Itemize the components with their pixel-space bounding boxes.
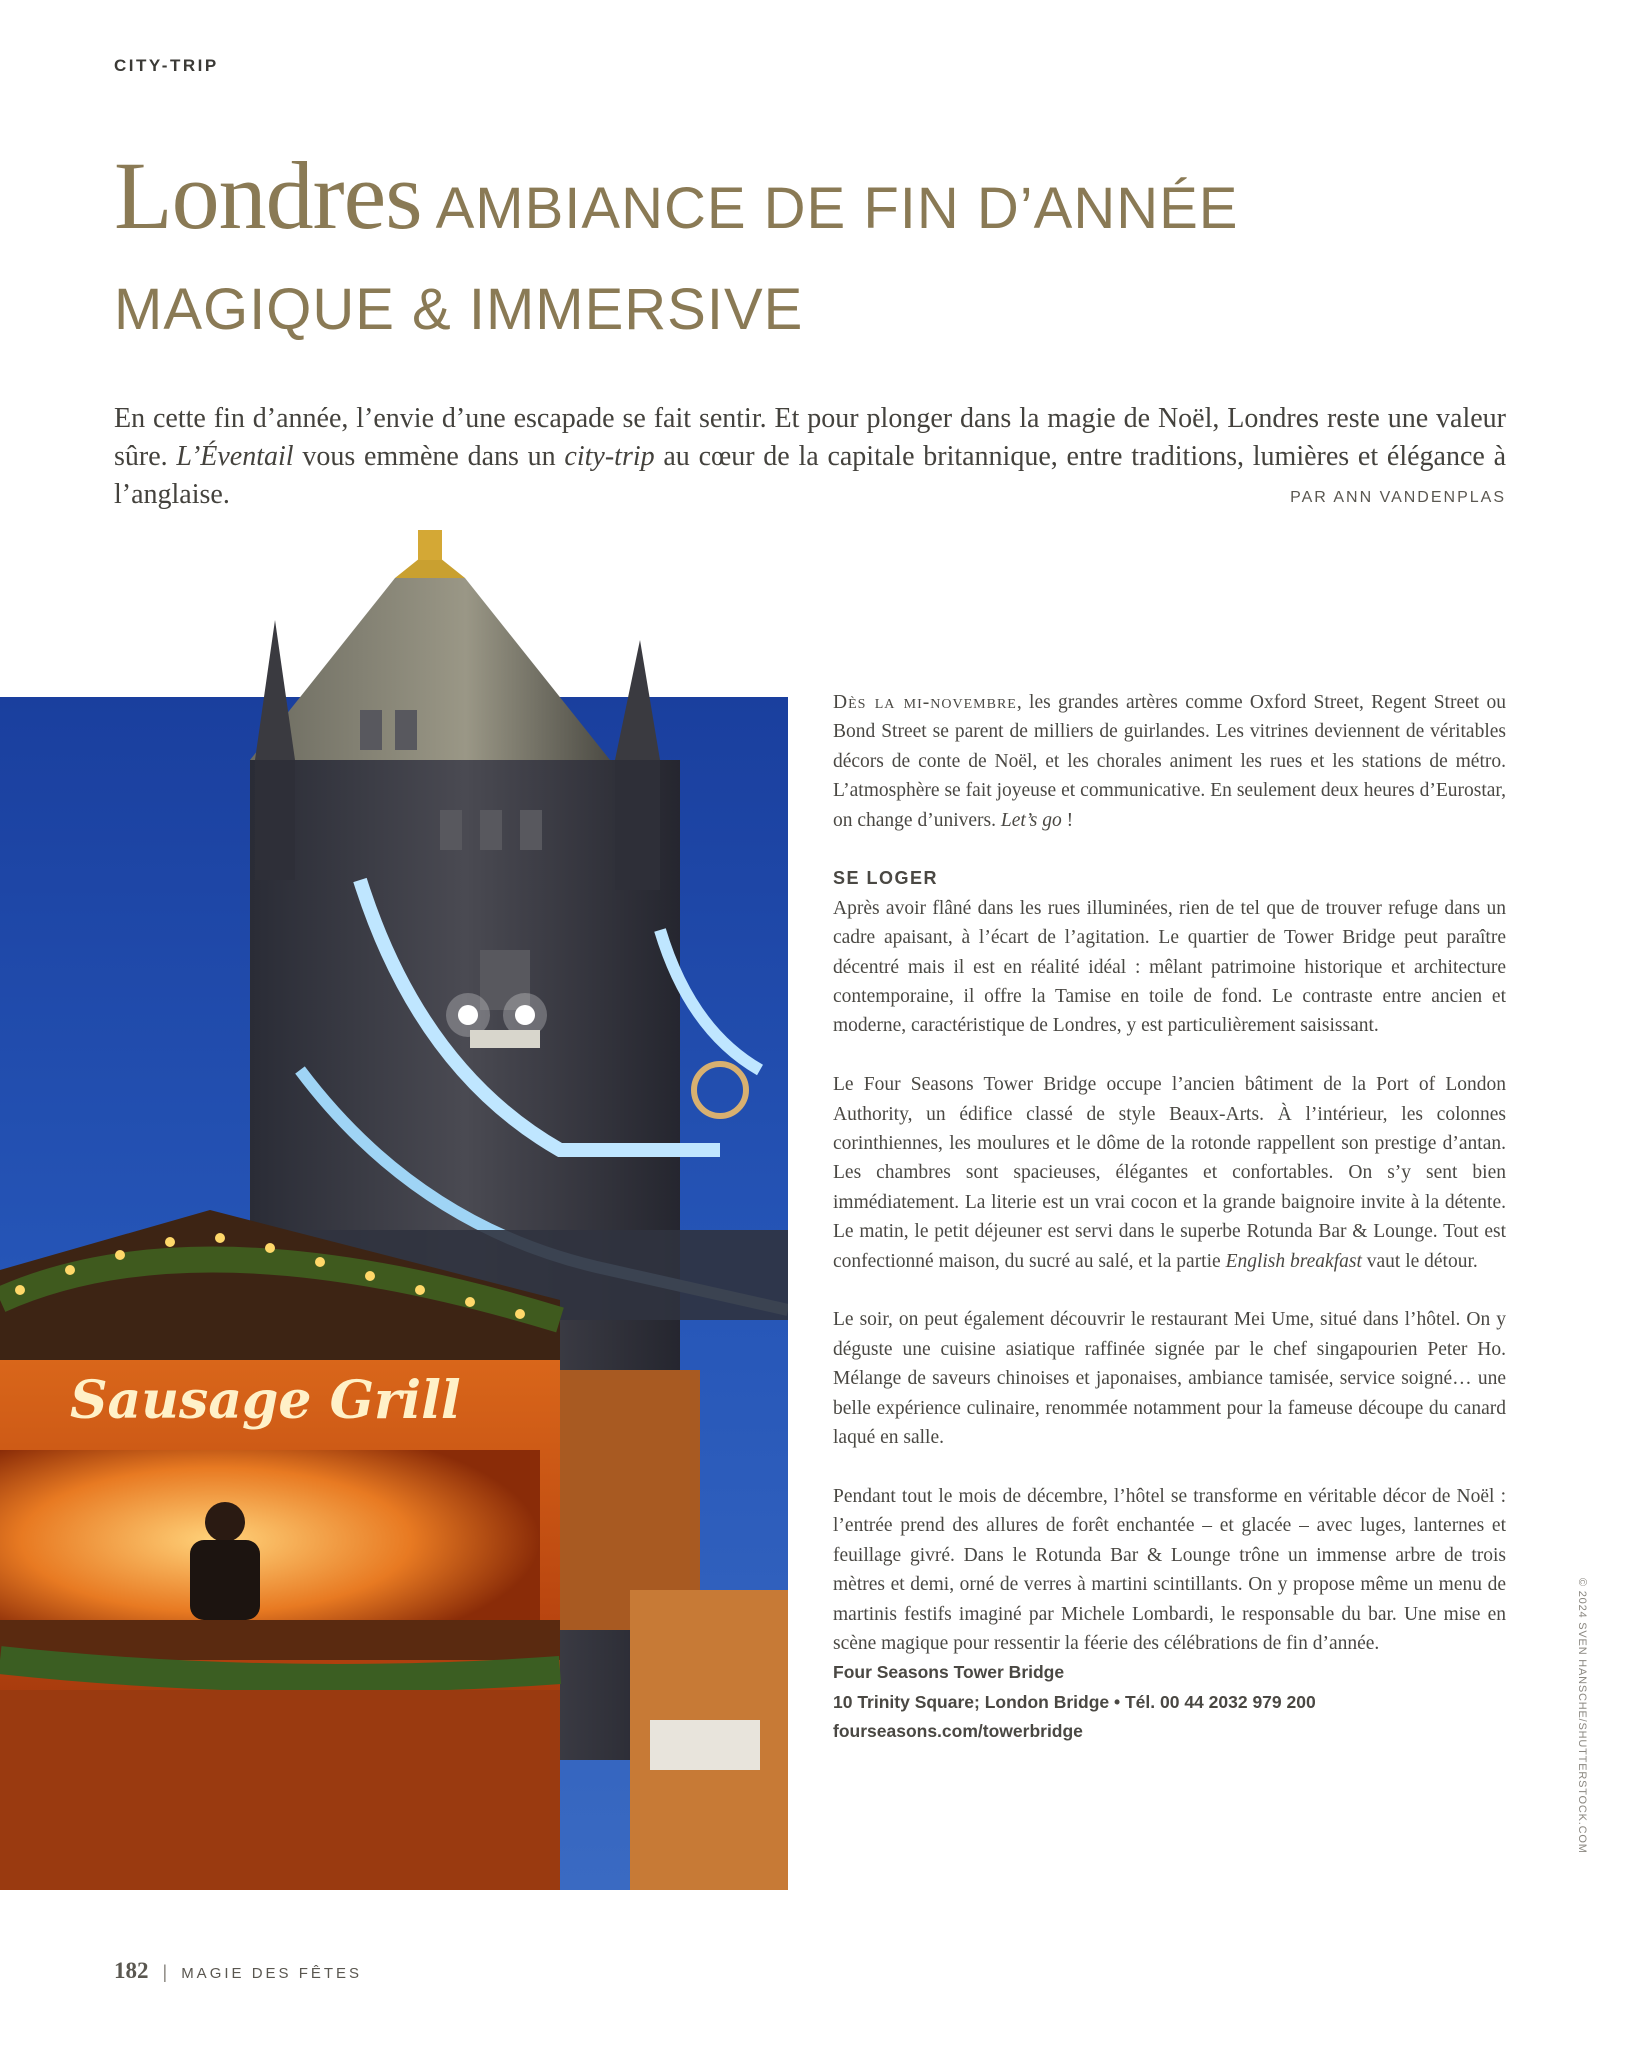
intro-text-2: vous emmène dans un	[293, 441, 565, 472]
article-paragraph-5: Pendant tout le mois de décembre, l’hôtel se transforme en véritable décor de Noël : l’entrée prend des allures de forêt enchantée – et glacée – avec luges, lanternes et feuillage givré. Dans le Rotunda Bar & Lounge trône un immense arbre de trois mètres et demi, orné de verres à martini scintillants. On y propose même un menu de martinis festifs imaginé par Michele Lombardi, le responsable du bar. Une mise en scène magique pour ressentir la féerie des célébrations de fin d’année.	[833, 1485, 1506, 1654]
stall-sign: Sausage Grill	[70, 1370, 461, 1431]
headline-tagline-2: MAGIQUE & IMMERSIVE	[114, 277, 804, 342]
section-label: CITY-TRIP	[114, 56, 219, 75]
photo-credit-text: © 2024 SVEN HANSCHE/SHUTTERSTOCK.COM	[1576, 1578, 1588, 1854]
headline-tagline-1: AMBIANCE DE FIN D’ANNÉE	[435, 176, 1239, 241]
tower-bridge-photo	[0, 510, 788, 1890]
intro-citytrip: city-trip	[564, 441, 655, 472]
hotel-name: Four Seasons Tower Bridge	[833, 1662, 1065, 1683]
hotel-address: 10 Trinity Square; London Bridge • Tél. 00 44 2032 979 200	[833, 1691, 1316, 1712]
page-number: 182	[114, 1958, 149, 1983]
intro-text-3: au cœur de la capitale britannique, entre traditions, lumières et élégance à l’anglaise.	[114, 441, 1507, 510]
headline	[114, 142, 1239, 343]
hotel-info	[833, 1658, 1506, 1746]
article-paragraph-1	[833, 688, 1506, 835]
byline: PAR ANN VANDENPLAS	[1290, 489, 1506, 506]
footer-section-title: MAGIE DES FÊTES	[181, 1965, 363, 1982]
hotel-website[interactable]: fourseasons.com/towerbridge	[833, 1721, 1083, 1742]
intro-text-1: En cette fin d’année, l’envie d’une escapade se fait sentir. Et pour plonger dans la magie de Noël, Londres reste une valeur sûre.	[114, 403, 1506, 472]
article-paragraph-2: Après avoir flâné dans les rues illuminées, rien de tel que de trouver refuge dans un cadre apaisant, à l’écart de l’agitation. Le quartier de Tower Bridge peut paraître décentré mais il est en réalité idéal : mêlant patrimoine historique et architecture contemporaine, il offre la Tamise en toile de fond. Le contraste entre ancien et moderne, caractéristique de Londres, y est particulièrement saisissant.	[833, 897, 1506, 1037]
article-body	[833, 688, 1506, 1747]
article-paragraph-4: Le soir, on peut également découvrir le restaurant Mei Ume, situé dans l’hôtel. On y déguste une cuisine asiatique raffinée signée par le chef singapourien Peter Ho. Mélange de saveurs chinoises et japonaises, ambiance tamisée, service soigné… une belle expérience culinaire, renommée notamment pour la fameuse découpe du canard laqué en salle.	[833, 1309, 1506, 1449]
paragraph-1-end: !	[1061, 809, 1074, 831]
paragraph-1-italic: Let’s go	[1000, 809, 1062, 831]
magazine-name: L’Éventail	[176, 441, 294, 472]
article-paragraph-3	[833, 1070, 1506, 1276]
footer-separator: |	[162, 1962, 168, 1982]
page-footer	[114, 1958, 362, 1984]
paragraph-lead: Dès la mi-novembre	[833, 692, 1017, 713]
headline-city: Londres	[114, 142, 422, 249]
subhead-se-loger: SE LOGER	[833, 868, 939, 889]
photo-credit	[1574, 1578, 1588, 1883]
paragraph-1-text: , les grandes artères comme Oxford Street, Regent Street ou Bond Street se parent de milliers de guirlandes. Les vitrines deviennent de véritables décors de conte de Noël, et les chorales animent les rues et les stations de métro. L’atmosphère se fait joyeuse et communicative. En seulement deux heures d’Eurostar, on change d’univers.	[833, 692, 1506, 831]
paragraph-3-italic: English breakfast	[1225, 1250, 1362, 1272]
paragraph-3-text: Le Four Seasons Tower Bridge occupe l’ancien bâtiment de la Port of London Authority, un édifice classé de style Beaux-Arts. À l’intérieur, les colonnes corinthiennes, les moulures et le dôme de la rotonde rappellent son prestige d’antan. Les chambres sont spacieuses, élégantes et confortables. On s’y sent bien immédiatement. La literie est un vrai cocon et la grande baignoire invite à la détente. Le matin, le petit déjeuner est servi dans le superbe Rotunda Bar & Lounge. Tout est confectionné maison, du sucré au salé, et la partie	[833, 1074, 1506, 1272]
paragraph-3-end: vaut le détour.	[1361, 1250, 1478, 1272]
